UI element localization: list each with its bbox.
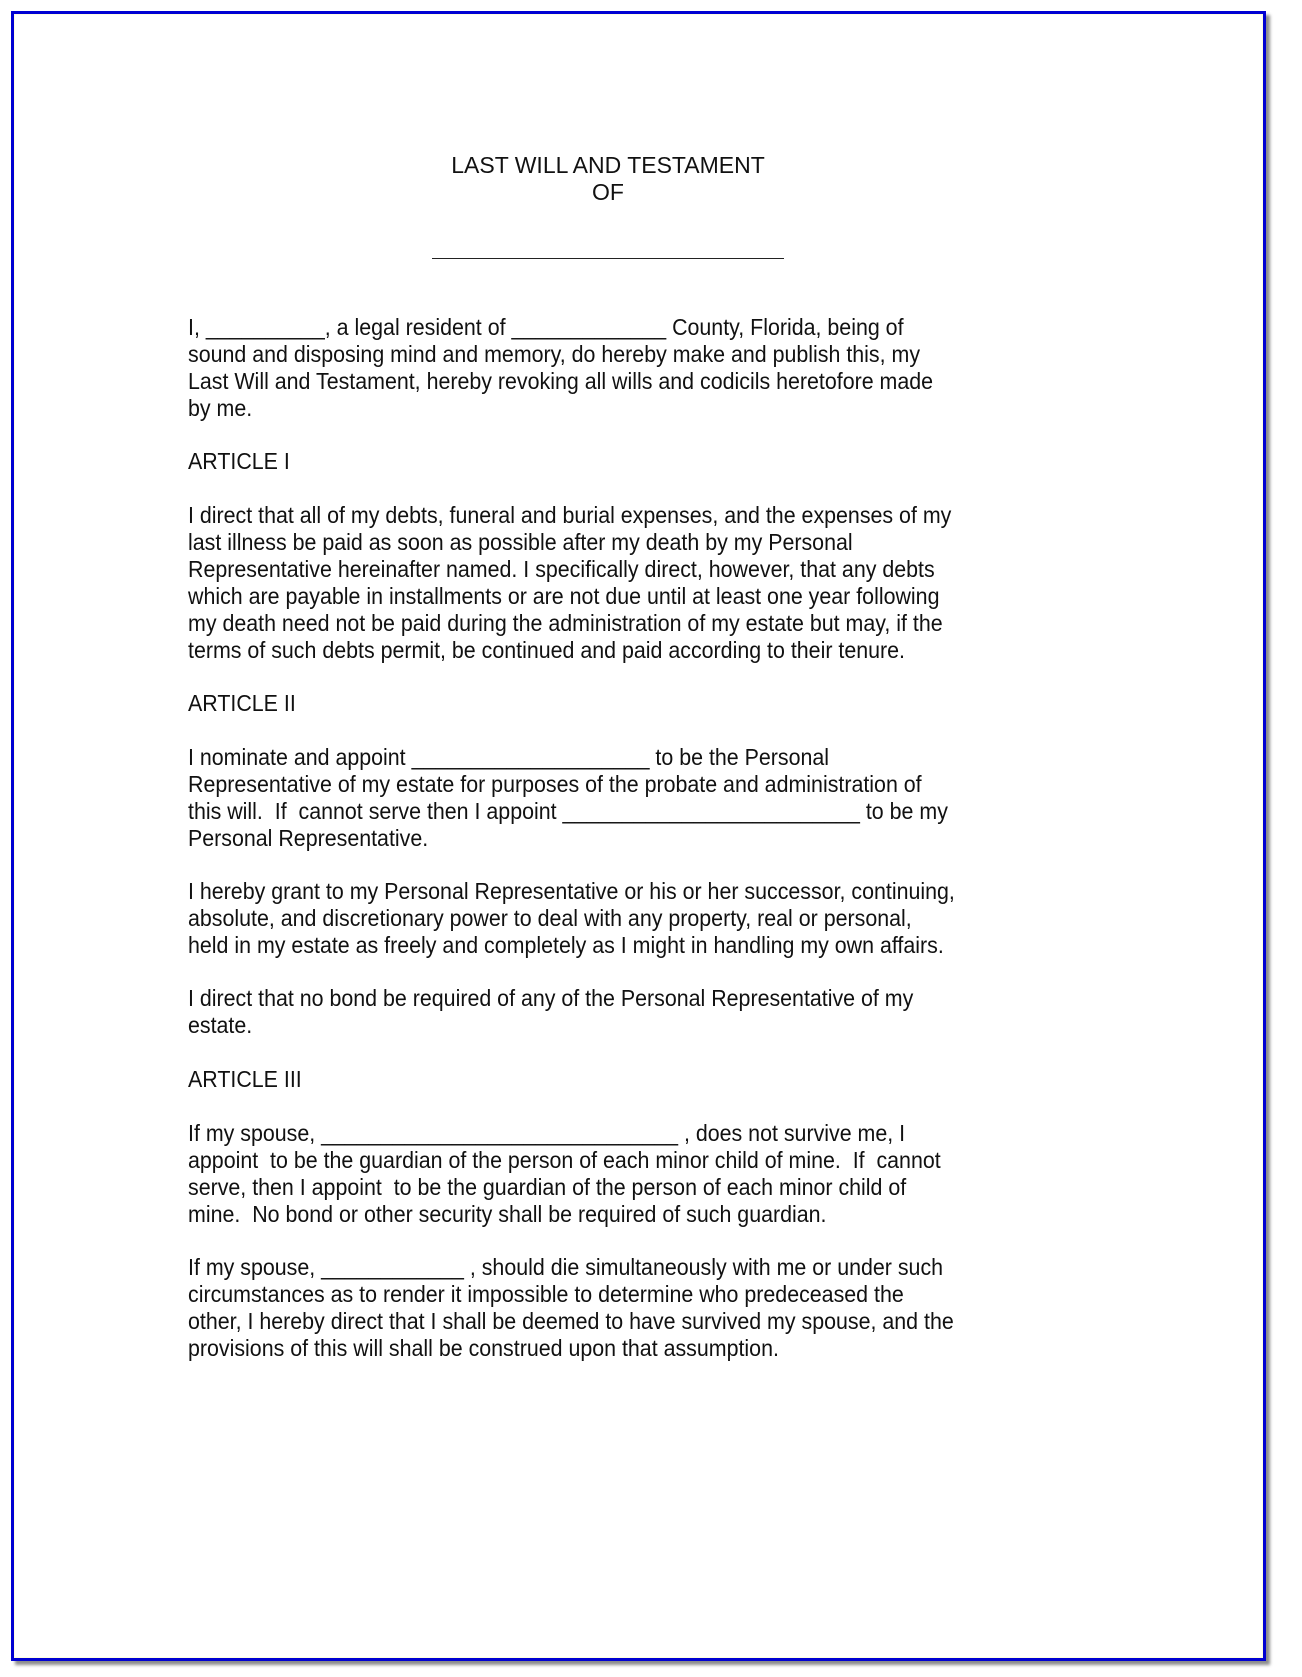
article-1-line: which are payable in installments or are not due until at least one year following xyxy=(188,583,940,609)
document-title: LAST WILL AND TESTAMENT xyxy=(451,152,765,178)
article-2-bond-line: estate. xyxy=(188,1012,253,1038)
intro-line: sound and disposing mind and memory, do hereby make and publish this, my xyxy=(188,341,921,367)
article-3-line: appoint to be the guardian of the person of each minor child of mine. If cannot xyxy=(188,1147,941,1173)
article-3-heading: ARTICLE III xyxy=(188,1066,302,1092)
article-2-line: Personal Representative. xyxy=(188,825,429,851)
article-2-grant-line: held in my estate as freely and completely as I might in handling my own affairs. xyxy=(188,932,944,958)
article-3-simultaneous-line: circumstances as to render it impossible to determine who predeceased the xyxy=(188,1281,904,1307)
article-1-heading: ARTICLE I xyxy=(188,448,290,474)
article-3-simultaneous-line: If my spouse, ____________ , should die simultaneously with me or under such xyxy=(188,1254,944,1280)
article-2-line: this will. If cannot serve then I appoint _________________________ to be my xyxy=(188,798,948,824)
testator-name-blank xyxy=(432,258,784,259)
article-1-line: Representative hereinafter named. I specifically direct, however, that any debts xyxy=(188,556,935,582)
article-1-line: terms of such debts permit, be continued and paid according to their tenure. xyxy=(188,637,905,663)
article-2-line: I nominate and appoint ____________________ to be the Personal xyxy=(188,744,830,770)
article-2-bond-line: I direct that no bond be required of any of the Personal Representative of my xyxy=(188,985,914,1011)
article-1-line: last illness be paid as soon as possible after my death by my Personal xyxy=(188,529,853,555)
article-3-simultaneous-line: provisions of this will shall be construed upon that assumption. xyxy=(188,1335,779,1361)
article-3-line: serve, then I appoint to be the guardian of the person of each minor child of xyxy=(188,1174,907,1200)
article-2-line: Representative of my estate for purposes of the probate and administration of xyxy=(188,771,922,797)
article-1-line: my death need not be paid during the administration of my estate but may, if the xyxy=(188,610,943,636)
intro-line: I, __________, a legal resident of _____________ County, Florida, being of xyxy=(188,314,904,340)
intro-line: Last Will and Testament, hereby revoking all wills and codicils heretofore made xyxy=(188,368,934,394)
article-3-simultaneous-line: other, I hereby direct that I shall be deemed to have survived my spouse, and the xyxy=(188,1308,954,1334)
article-3-line: mine. No bond or other security shall be required of such guardian. xyxy=(188,1201,827,1227)
article-1-line: I direct that all of my debts, funeral and burial expenses, and the expenses of my xyxy=(188,502,952,528)
intro-line: by me. xyxy=(188,395,253,421)
article-2-heading: ARTICLE II xyxy=(188,690,296,716)
article-2-grant-line: I hereby grant to my Personal Representative or his or her successor, continuing, xyxy=(188,878,955,904)
document-title-of: OF xyxy=(592,179,624,205)
article-3-line: If my spouse, ______________________________ , does not survive me, I xyxy=(188,1120,906,1146)
article-2-grant-line: absolute, and discretionary power to deal with any property, real or personal, xyxy=(188,905,912,931)
